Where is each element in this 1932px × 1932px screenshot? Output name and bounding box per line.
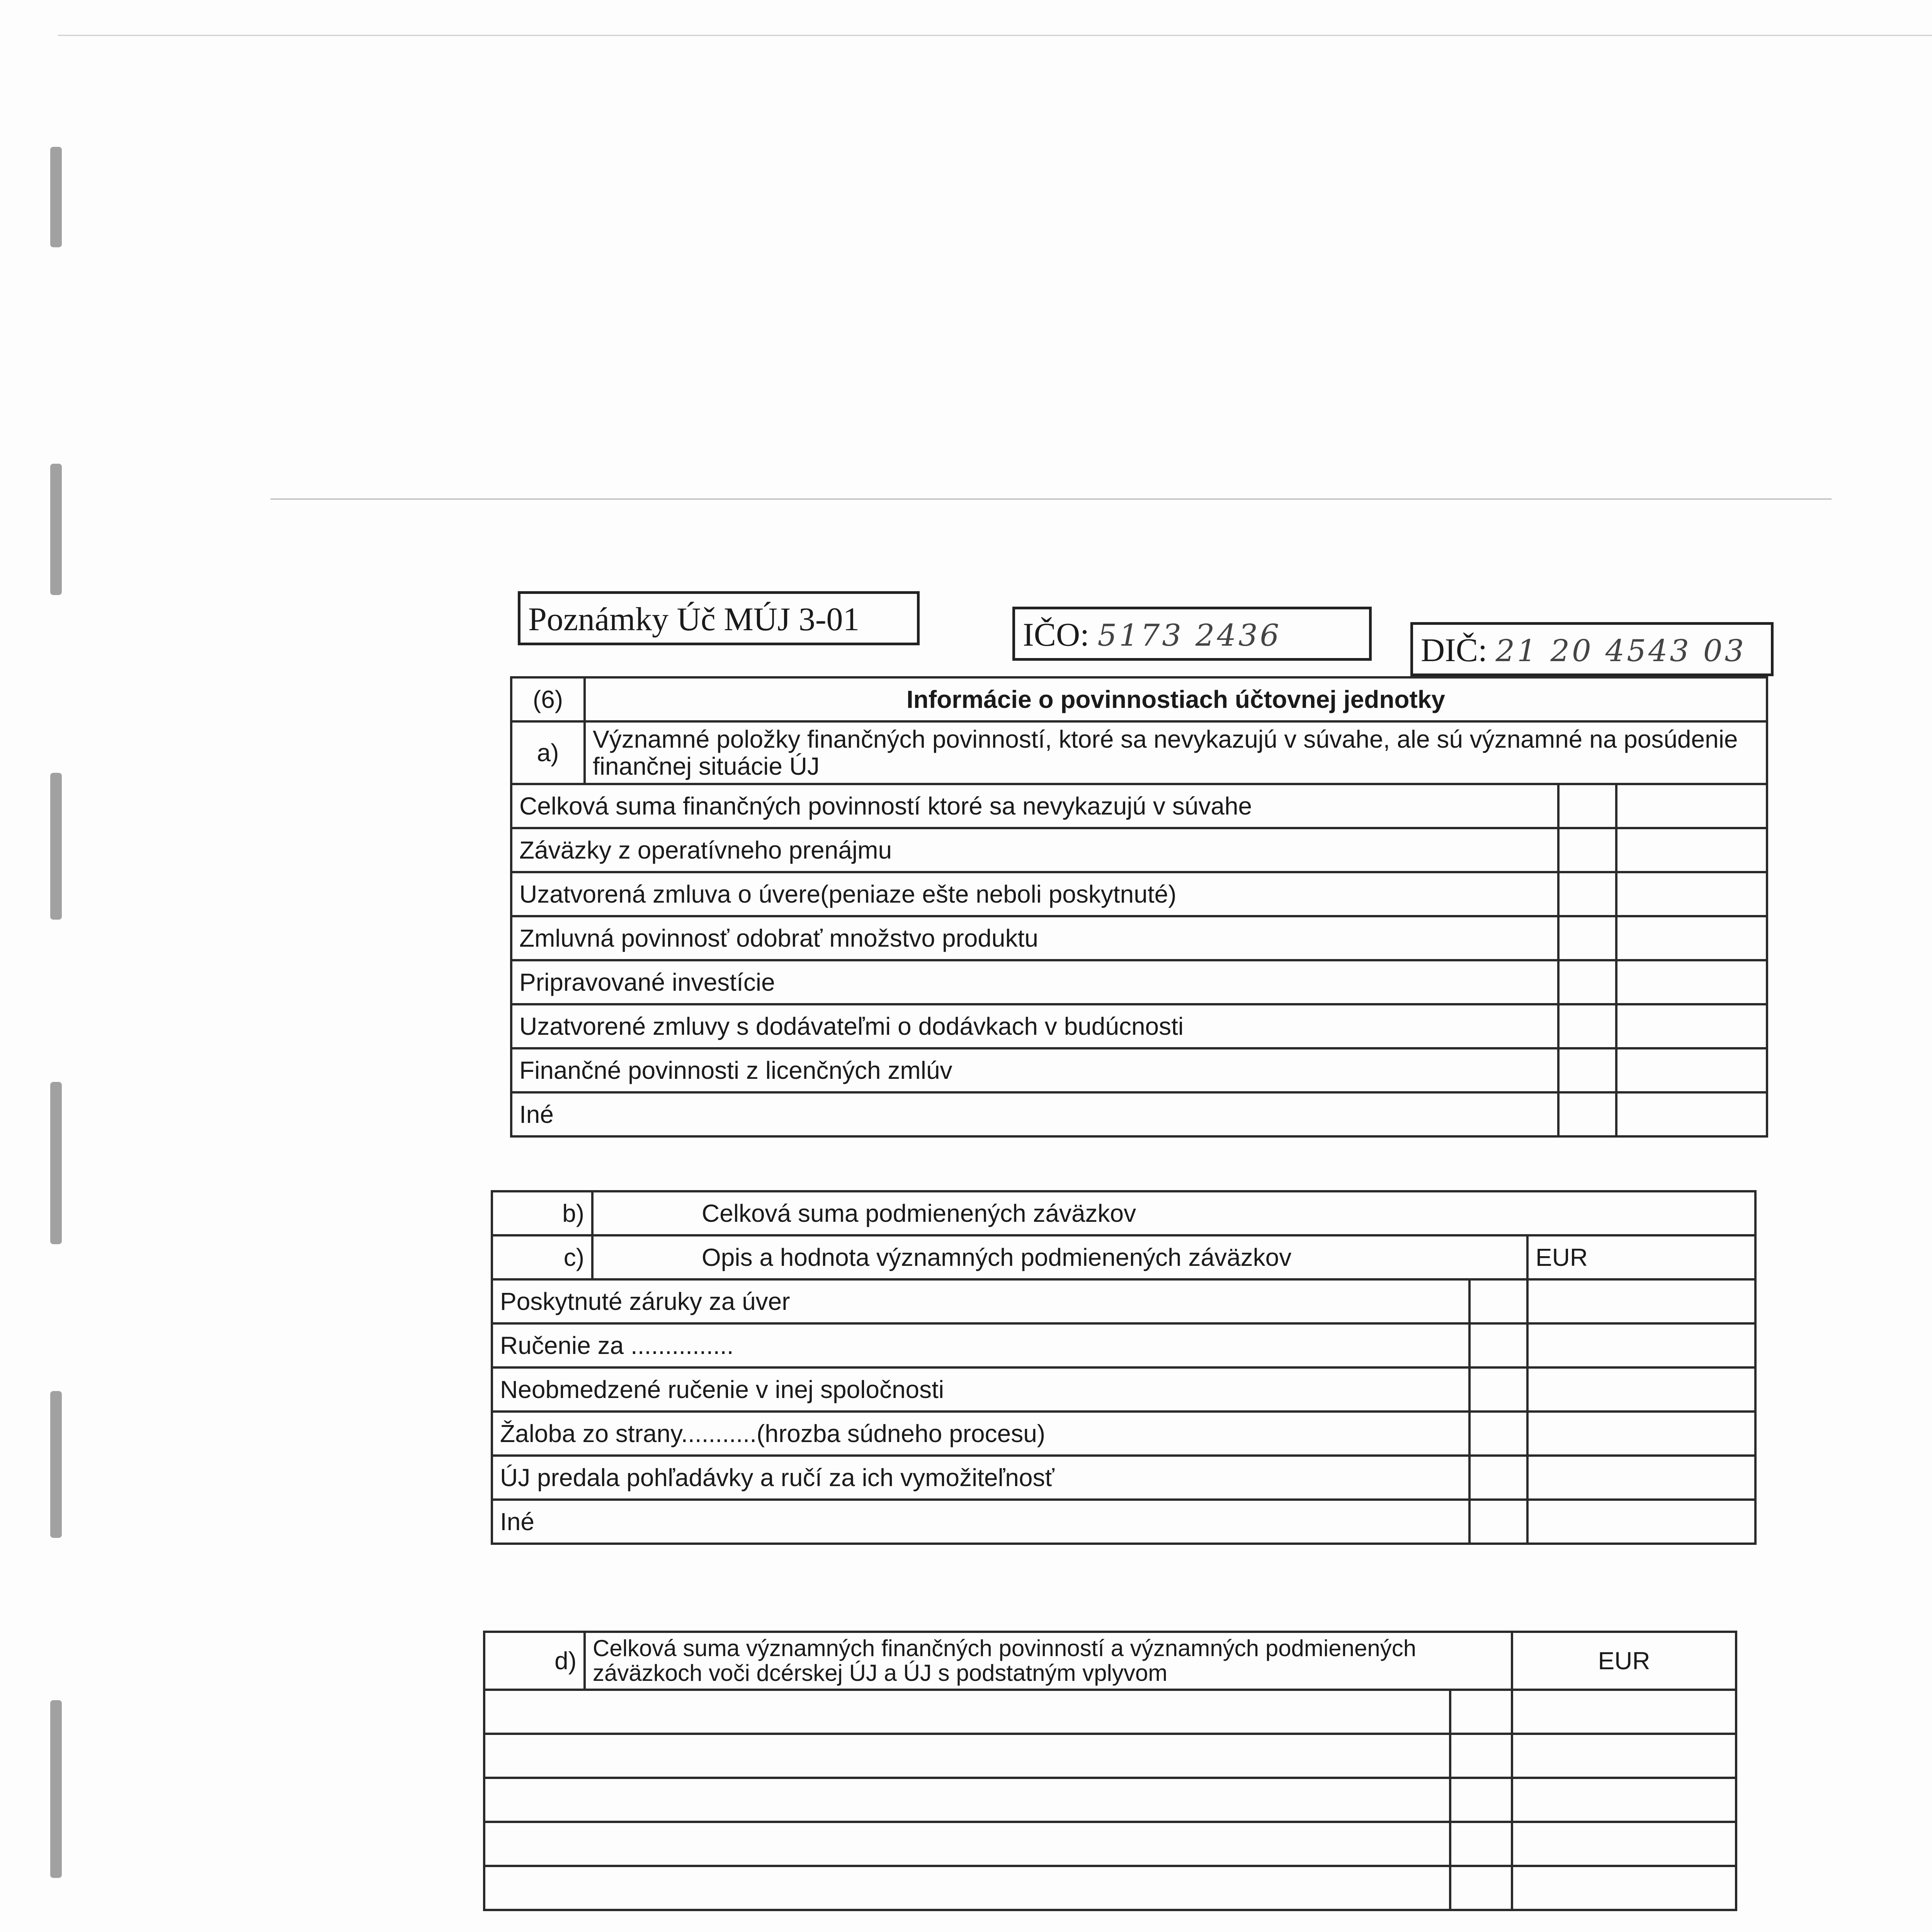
currency-label: EUR: [1527, 1235, 1755, 1279]
scan-edge-mark: [50, 147, 62, 247]
table-row: [511, 828, 1767, 872]
value-cell[interactable]: [1616, 1048, 1767, 1092]
item-b-text: Celková suma podmienených záväzkov: [592, 1191, 1755, 1235]
row-label[interactable]: [484, 1734, 1450, 1778]
item-c-label: c): [492, 1235, 592, 1279]
section-d-table: [483, 1631, 1737, 1911]
row-label: Poskytnuté záruky za úver: [492, 1279, 1469, 1323]
mark-cell[interactable]: [1469, 1500, 1527, 1544]
table-row: [492, 1456, 1755, 1500]
table-row: [492, 1279, 1755, 1323]
item-a-text: Významné položky finančných povinností, ktoré sa nevykazujú v súvahe, ale sú významné na posúdenie finančnej situácie ÚJ: [585, 721, 1767, 784]
row-label[interactable]: [484, 1690, 1450, 1734]
table-row: [511, 872, 1767, 916]
mark-cell[interactable]: [1450, 1866, 1512, 1910]
section6-a-row: [511, 721, 1767, 784]
row-label: Pripravované investície: [511, 960, 1558, 1004]
mark-cell[interactable]: [1558, 960, 1616, 1004]
row-label: Uzatvorená zmluva o úvere(peniaze ešte neboli poskytnuté): [511, 872, 1558, 916]
value-cell[interactable]: [1512, 1690, 1736, 1734]
scan-edge-mark: [50, 1391, 62, 1538]
section-bc-table: [491, 1190, 1757, 1545]
form-label: Poznámky Úč MÚJ 3-01: [528, 600, 860, 638]
row-label: Iné: [511, 1092, 1558, 1136]
mark-cell[interactable]: [1558, 828, 1616, 872]
item-b-label: b): [492, 1191, 592, 1235]
mark-cell[interactable]: [1558, 872, 1616, 916]
value-cell[interactable]: [1527, 1500, 1755, 1544]
item-c-text: Opis a hodnota významných podmienených záväzkov: [592, 1235, 1527, 1279]
table-row: [492, 1500, 1755, 1544]
row-label: Žaloba zo strany...........(hrozba súdneho procesu): [492, 1412, 1469, 1456]
value-cell[interactable]: [1512, 1866, 1736, 1910]
row-label: Iné: [492, 1500, 1469, 1544]
ico-label: IČO:: [1023, 616, 1089, 653]
row-label: Neobmedzené ručenie v inej spoločnosti: [492, 1367, 1469, 1412]
scan-edge-mark: [50, 1082, 62, 1244]
table-row: [484, 1822, 1736, 1866]
table-row: [484, 1734, 1736, 1778]
scan-fold-line: [270, 498, 1832, 500]
table-row: [484, 1690, 1736, 1734]
table-row: [511, 784, 1767, 828]
table-row: [511, 1092, 1767, 1136]
ico-box: [1012, 607, 1372, 661]
currency-label: EUR: [1512, 1632, 1736, 1690]
value-cell[interactable]: [1616, 916, 1767, 960]
value-cell[interactable]: [1616, 784, 1767, 828]
row-label[interactable]: [484, 1822, 1450, 1866]
value-cell[interactable]: [1616, 872, 1767, 916]
table-row: [511, 960, 1767, 1004]
mark-cell[interactable]: [1469, 1456, 1527, 1500]
item-d-row: [484, 1632, 1736, 1690]
table-row: [492, 1323, 1755, 1367]
row-label: Celková suma finančných povinností ktoré sa nevykazujú v súvahe: [511, 784, 1558, 828]
row-label[interactable]: [484, 1778, 1450, 1822]
section6-table: [510, 676, 1768, 1138]
mark-cell[interactable]: [1450, 1690, 1512, 1734]
table-row: [511, 1048, 1767, 1092]
scan-edge-mark: [50, 464, 62, 595]
mark-cell[interactable]: [1469, 1279, 1527, 1323]
mark-cell[interactable]: [1469, 1412, 1527, 1456]
row-label: ÚJ predala pohľadávky a ručí za ich vymožiteľnosť: [492, 1456, 1469, 1500]
section6-number: (6): [511, 677, 585, 721]
table-row: [484, 1866, 1736, 1910]
dic-label: DIČ:: [1421, 631, 1487, 668]
row-label: Finančné povinnosti z licenčných zmlúv: [511, 1048, 1558, 1092]
table-row: [511, 916, 1767, 960]
value-cell[interactable]: [1527, 1323, 1755, 1367]
row-label: Zmluvná povinnosť odobrať množstvo produktu: [511, 916, 1558, 960]
value-cell[interactable]: [1616, 1092, 1767, 1136]
mark-cell[interactable]: [1450, 1734, 1512, 1778]
row-label: Ručenie za ...............: [492, 1323, 1469, 1367]
value-cell[interactable]: [1527, 1412, 1755, 1456]
mark-cell[interactable]: [1558, 916, 1616, 960]
table-row: [492, 1367, 1755, 1412]
mark-cell[interactable]: [1469, 1367, 1527, 1412]
table-row: [484, 1778, 1736, 1822]
mark-cell[interactable]: [1450, 1822, 1512, 1866]
form-label-box: [518, 591, 920, 645]
item-c-row: [492, 1235, 1755, 1279]
scan-edge-line: [58, 35, 1932, 36]
item-b-row: [492, 1191, 1755, 1235]
mark-cell[interactable]: [1558, 1048, 1616, 1092]
value-cell[interactable]: [1616, 1004, 1767, 1048]
item-d-label: d): [484, 1632, 585, 1690]
mark-cell[interactable]: [1558, 1004, 1616, 1048]
value-cell[interactable]: [1616, 960, 1767, 1004]
ico-value: 5173 2436: [1097, 618, 1282, 653]
item-a-label: a): [511, 721, 585, 784]
mark-cell[interactable]: [1558, 1092, 1616, 1136]
value-cell[interactable]: [1527, 1456, 1755, 1500]
table-row: [511, 1004, 1767, 1048]
value-cell[interactable]: [1512, 1822, 1736, 1866]
value-cell[interactable]: [1512, 1734, 1736, 1778]
scan-edge-mark: [50, 773, 62, 920]
dic-value: 21 20 4543 03: [1495, 634, 1747, 668]
section6-title-row: [511, 677, 1767, 721]
row-label[interactable]: [484, 1866, 1450, 1910]
value-cell[interactable]: [1527, 1367, 1755, 1412]
scan-edge-mark: [50, 1700, 62, 1878]
mark-cell[interactable]: [1558, 784, 1616, 828]
table-row: [492, 1412, 1755, 1456]
value-cell[interactable]: [1616, 828, 1767, 872]
row-label: Záväzky z operatívneho prenájmu: [511, 828, 1558, 872]
value-cell[interactable]: [1512, 1778, 1736, 1822]
value-cell[interactable]: [1527, 1279, 1755, 1323]
row-label: Uzatvorené zmluvy s dodávateľmi o dodávkach v budúcnosti: [511, 1004, 1558, 1048]
mark-cell[interactable]: [1469, 1323, 1527, 1367]
section6-title: Informácie o povinnostiach účtovnej jednotky: [585, 677, 1767, 721]
item-d-text: Celková suma významných finančných povinností a významných podmienených záväzkoch voči dcérskej ÚJ a ÚJ s podstatným vplyvom: [585, 1632, 1512, 1690]
mark-cell[interactable]: [1450, 1778, 1512, 1822]
dic-box: [1410, 622, 1774, 676]
